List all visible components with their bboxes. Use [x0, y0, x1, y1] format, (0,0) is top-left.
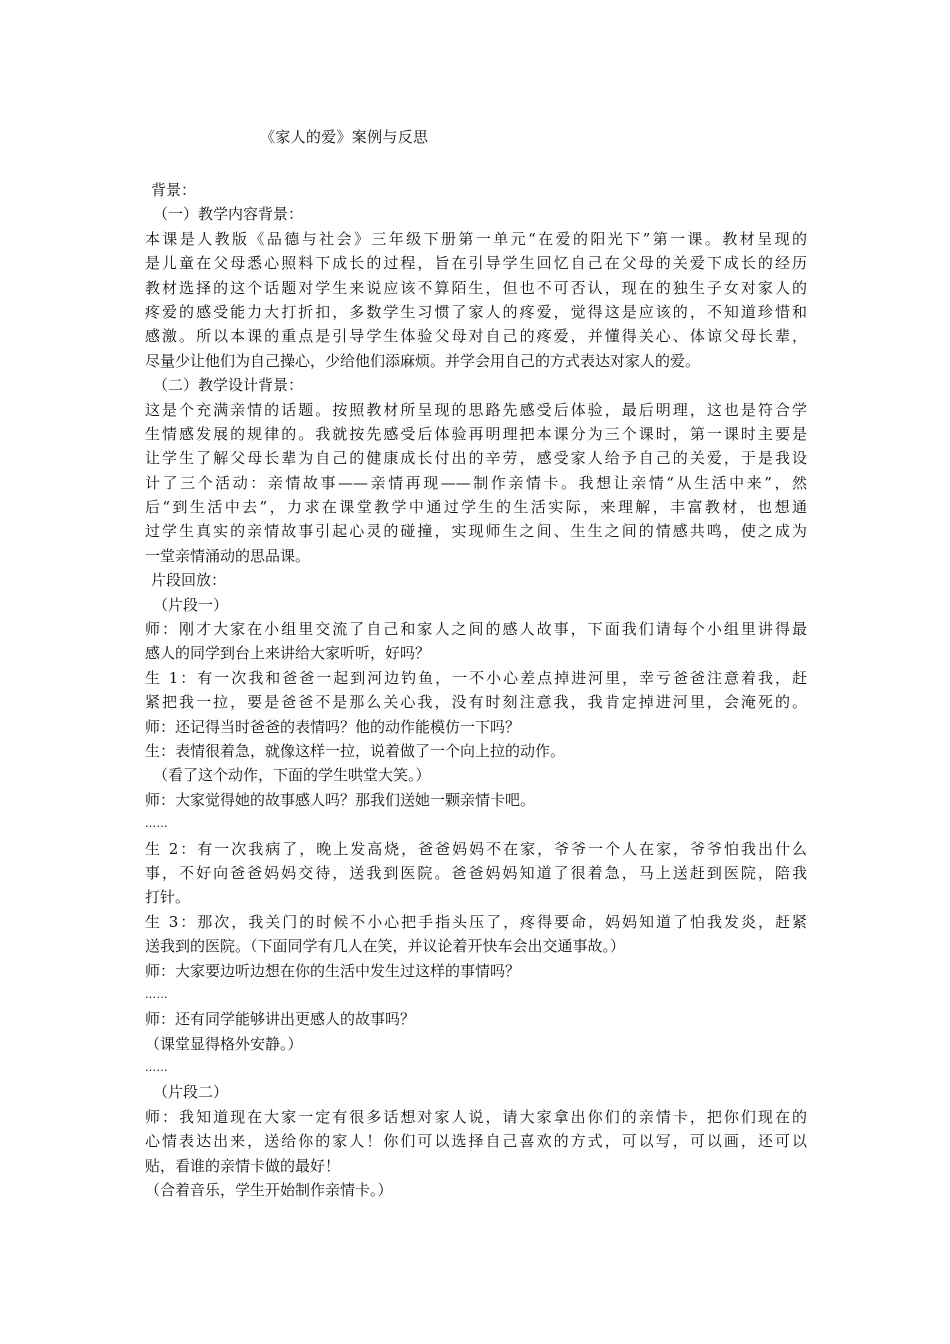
text-line: 感人的同学到台上来讲给大家听听，好吗？: [145, 644, 431, 663]
text-line: 师：刚才大家在小组里交流了自己和家人之间的感人故事，下面我们请每个小组里讲得最: [145, 620, 807, 639]
text-line: 生 2：有一次我病了，晚上发高烧，爸爸妈妈不在家，爷爷一个人在家，爷爷怕我出什么: [145, 839, 807, 858]
text-line: 本课是人教版《品德与社会》三年级下册第一单元“在爱的阳光下”第一课。教材呈现的: [145, 229, 807, 248]
text-line: 这是个充满亲情的话题。按照教材所呈现的思路先感受后体验，最后明理，这也是符合学: [145, 400, 807, 419]
text-line: 教材选择的这个话题对学生来说应该不算陌生，但也不可否认，现在的独生子女对家人的: [145, 278, 807, 297]
text-line: 师：我知道现在大家一定有很多话想对家人说，请大家拿出你们的亲情卡，把你们现在的: [145, 1107, 807, 1126]
text-line: （片段二）: [153, 1083, 229, 1102]
text-line: 尽量少让他们为自己操心，少给他们添麻烦。并学会用自己的方式表达对家人的爱。: [145, 351, 701, 370]
ellipsis-line: ……: [145, 987, 168, 1001]
text-line: 事，不好向爸爸妈妈交待，送我到医院。爸爸妈妈知道了很着急，马上送赶到医院，陪我: [145, 863, 807, 882]
text-line: 是儿童在父母悉心照料下成长的过程，旨在引导学生回忆自己在父母的关爱下成长的经历: [145, 254, 807, 273]
text-line: 送我到的医院。（下面同学有几人在笑，并议论着开快车会出交通事故。）: [145, 937, 626, 956]
text-line: （二）教学设计背景：: [153, 376, 304, 395]
text-line: 一堂亲情涌动的思品课。: [145, 546, 311, 565]
text-line: （课堂显得格外安静。）: [145, 1034, 303, 1053]
text-line: 师：还记得当时爸爸的表情吗？他的动作能模仿一下吗？: [145, 717, 521, 736]
document-body: [145, 178, 807, 1202]
text-line: 心情表达出来，送给你的家人！你们可以选择自己喜欢的方式，可以写，可以画，还可以: [145, 1132, 807, 1151]
text-line: 紧把我一拉，要是爸爸不是那么关心我，没有时刻注意我，我肯定掉进河里，会淹死的。: [145, 693, 807, 712]
text-line: 师：还有同学能够讲出更感人的故事吗？: [145, 1010, 416, 1029]
text-line: （片段一）: [153, 595, 229, 614]
text-line: 后“到生活中去”，力求在课堂教学中通过学生的生活实际，来理解，丰富教材，也想通: [145, 498, 807, 517]
text-line: 生 1：有一次我和爸爸一起到河边钓鱼，一不小心差点掉进河里，幸亏爸爸注意着我，赶: [145, 668, 807, 687]
text-line: 生情感发展的规律的。我就按先感受后体验再明理把本课分为三个课时，第一课时主要是: [145, 424, 807, 443]
text-line: 师：大家要边听边想在你的生活中发生过这样的事情吗？: [145, 961, 521, 980]
ellipsis-line: ……: [145, 1061, 168, 1075]
text-line: 贴，看谁的亲情卡做的最好！: [145, 1156, 341, 1175]
document-title: 《家人的爱》案例与反思: [260, 128, 429, 146]
text-line: 打针。: [145, 888, 191, 907]
text-line: 计了三个活动：亲情故事——亲情再现——制作亲情卡。我想让亲情“从生活中来”，然: [145, 473, 807, 492]
text-line: 过学生真实的亲情故事引起心灵的碰撞，实现师生之间、生生之间的情感共鸣，使之成为: [145, 522, 807, 541]
text-line: 生：表情很着急，就像这样一拉，说着做了一个向上拉的动作。: [145, 741, 566, 760]
text-line: （看了这个动作，下面的学生哄堂大笑。）: [153, 766, 431, 785]
text-line: 背景：: [151, 181, 197, 199]
text-line: 疼爱的感受能力大打折扣，多数学生习惯了家人的疼爱，觉得这是应该的，不知道珍惜和: [145, 302, 807, 321]
text-line: 片段回放：: [151, 571, 227, 590]
text-line: （合着音乐，学生开始制作亲情卡。）: [145, 1181, 393, 1200]
text-line: 师：大家觉得她的故事感人吗？那我们送她一颗亲情卡吧。: [145, 790, 536, 809]
text-line: 让学生了解父母长辈为自己的健康成长付出的辛劳，感受家人给予自己的关爱，于是我设: [145, 449, 807, 468]
text-line: 感激。所以本课的重点是引导学生体验父母对自己的疼爱，并懂得关心、体谅父母长辈，: [145, 327, 807, 346]
text-line: 生 3：那次，我关门的时候不小心把手指头压了，疼得要命，妈妈知道了怕我发炎，赶紧: [145, 912, 807, 931]
text-line: （一）教学内容背景：: [153, 205, 304, 224]
ellipsis-line: ……: [145, 817, 168, 831]
